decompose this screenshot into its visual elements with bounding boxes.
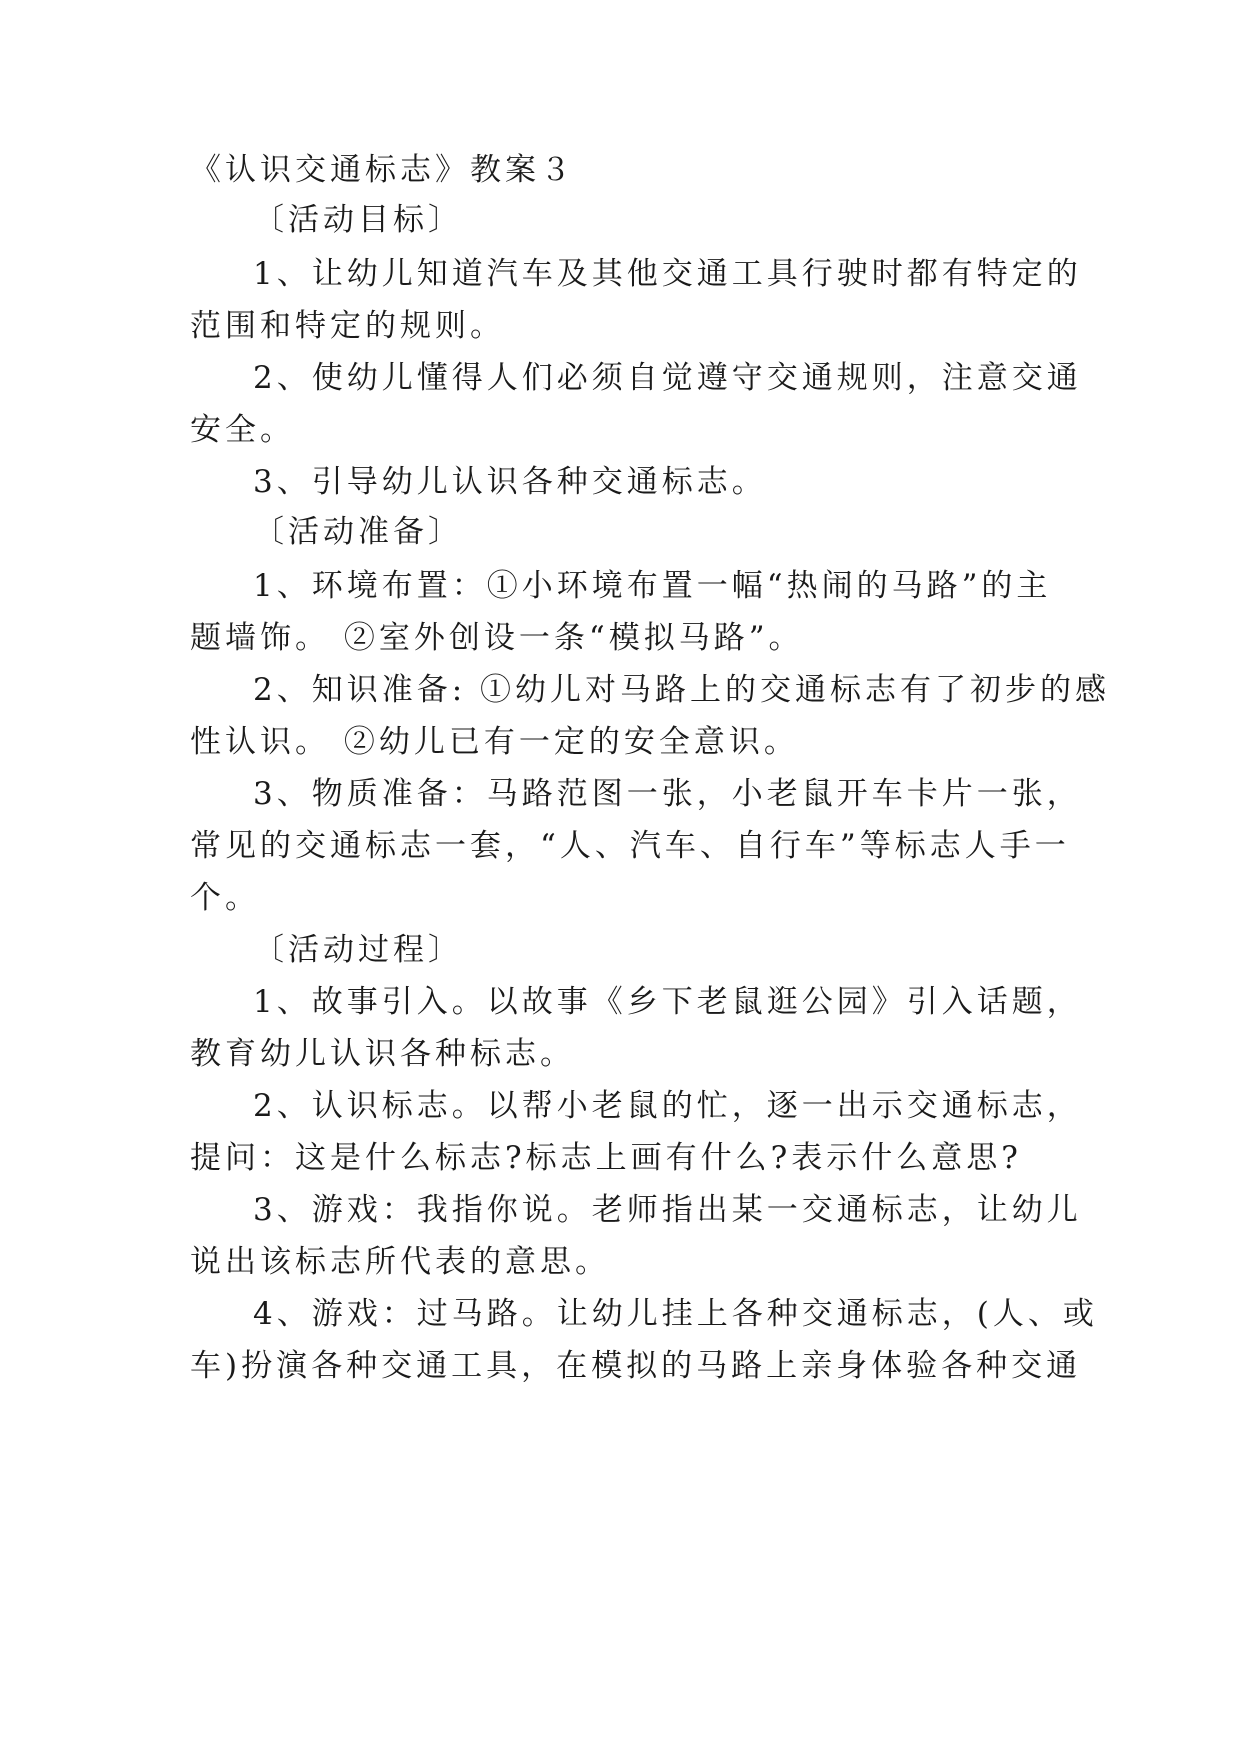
paragraph-line: 题墙饰。 ②室外创设一条“模拟马路”。	[190, 620, 804, 656]
paragraph-line: 说出该标志所代表的意思。	[190, 1244, 610, 1280]
paragraph-line: 车)扮演各种交通工具，在模拟的马路上亲身体验各种交通	[190, 1348, 1082, 1384]
section-heading-process: 〔活动过程〕	[253, 932, 463, 968]
paragraph-line: 个。	[190, 880, 260, 916]
document-title: 《认识交通标志》教案３	[190, 152, 575, 188]
paragraph-line: 范围和特定的规则。	[190, 308, 505, 344]
paragraph-line: 2、使幼儿懂得人们必须自觉遵守交通规则，注意交通	[253, 360, 1082, 396]
paragraph-line: 1、故事引入。以故事《乡下老鼠逛公园》引入话题，	[253, 984, 1082, 1020]
paragraph-line: 安全。	[190, 412, 295, 448]
paragraph-line: 1、让幼儿知道汽车及其他交通工具行驶时都有特定的	[253, 256, 1082, 292]
paragraph-line: 3、物质准备：马路范图一张，小老鼠开车卡片一张，	[253, 776, 1082, 812]
paragraph-line: 3、游戏：我指你说。老师指出某一交通标志，让幼儿	[253, 1192, 1082, 1228]
section-heading-preparation: 〔活动准备〕	[253, 514, 463, 550]
paragraph-line: 1、环境布置：①小环境布置一幅“热闹的马路”的主	[253, 568, 1052, 604]
paragraph-line: 3、引导幼儿认识各种交通标志。	[253, 464, 767, 500]
paragraph-line: 性认识。 ②幼儿已有一定的安全意识。	[190, 724, 799, 760]
paragraph-line: 2、认识标志。以帮小老鼠的忙，逐一出示交通标志，	[253, 1088, 1082, 1124]
paragraph-line: 4、游戏：过马路。让幼儿挂上各种交通标志，(人、或	[253, 1296, 1098, 1332]
paragraph-line: 2、知识准备: ①幼儿对马路上的交通标志有了初步的感	[253, 672, 1111, 708]
paragraph-line: 常见的交通标志一套，“人、汽车、自行车”等标志人手一	[190, 828, 1070, 864]
section-heading-goals: 〔活动目标〕	[253, 202, 463, 238]
paragraph-line: 提问：这是什么标志?标志上画有什么?表示什么意思?	[190, 1140, 1022, 1176]
paragraph-line: 教育幼儿认识各种标志。	[190, 1036, 575, 1072]
